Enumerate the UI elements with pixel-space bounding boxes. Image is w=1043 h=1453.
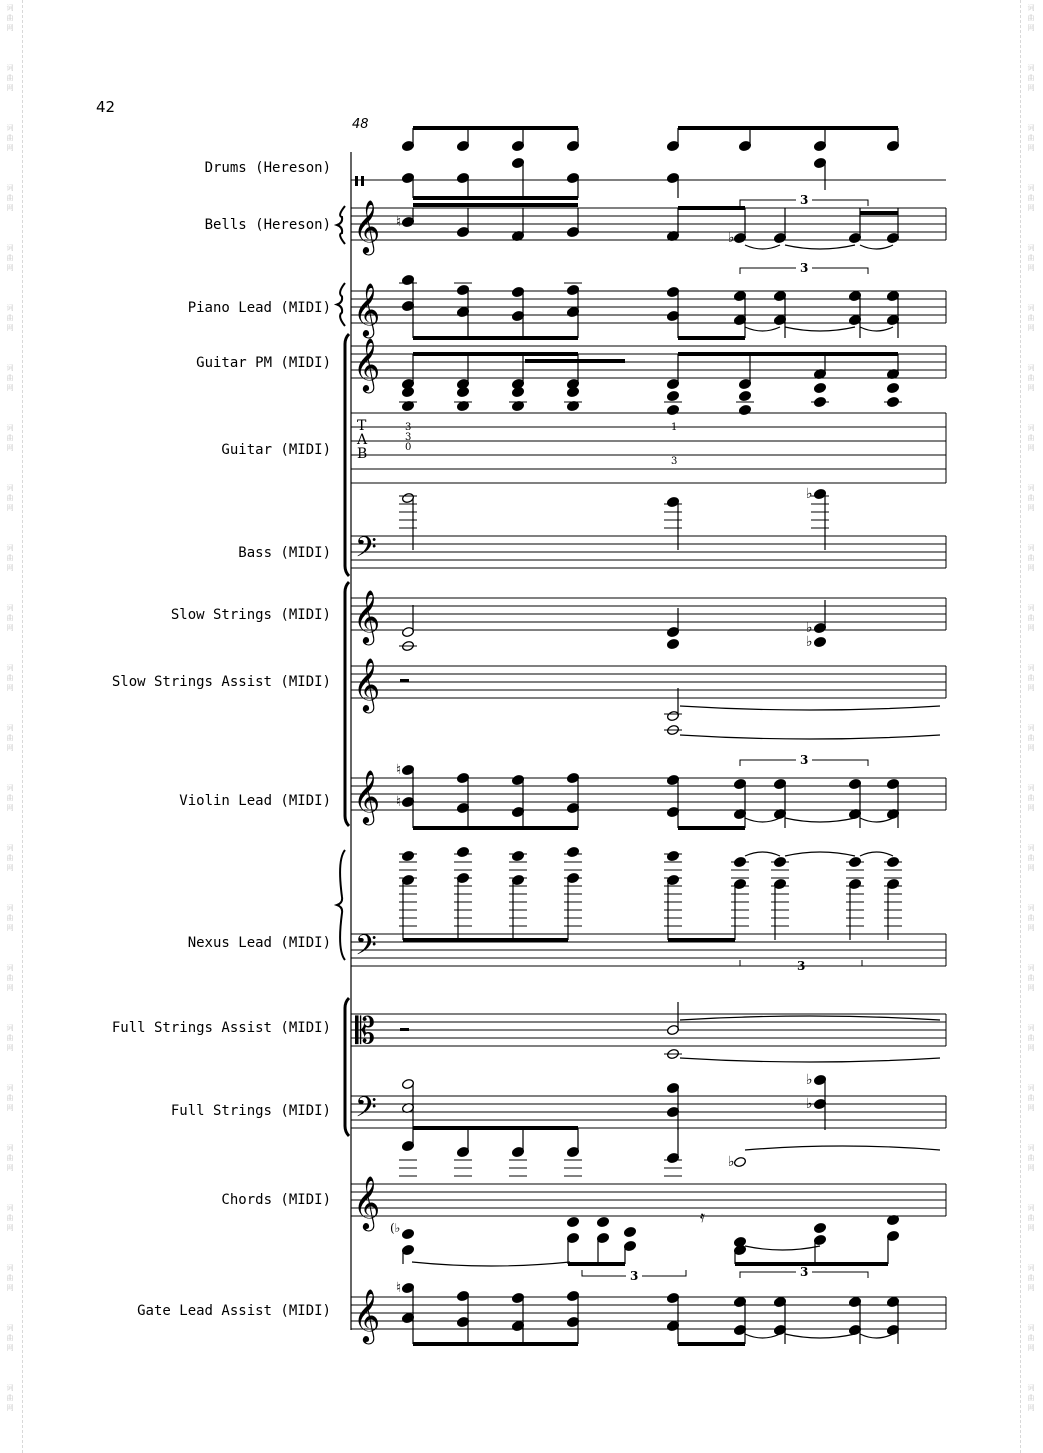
- watermark-char: 曲: [1027, 134, 1035, 142]
- tie: [680, 706, 940, 710]
- watermark-char: 网: [1027, 744, 1035, 752]
- tuplet-number: 3: [800, 193, 809, 207]
- watermark-char: 曲: [6, 854, 14, 862]
- watermark-char: 网: [1027, 504, 1035, 512]
- watermark-char: 网: [6, 1284, 14, 1292]
- instrument-label: Piano Lead (MIDI): [187, 300, 331, 316]
- watermark-char: 曲: [1027, 1394, 1035, 1402]
- watermark-char: 网: [6, 384, 14, 392]
- watermark-char: 词: [1027, 724, 1035, 732]
- watermark-char: 网: [1027, 24, 1035, 32]
- notehead: [733, 1156, 746, 1167]
- page-number: 42: [96, 98, 116, 116]
- watermark-char: 词: [1027, 424, 1035, 432]
- watermark-char: 词: [6, 1024, 14, 1032]
- tie: [860, 327, 893, 331]
- tab-fret: 3: [405, 432, 412, 443]
- watermark-char: 网: [1027, 84, 1035, 92]
- watermark-char: 词: [1027, 844, 1035, 852]
- instrument-label: Full Strings (MIDI): [170, 1103, 331, 1119]
- watermark-char: 词: [6, 1384, 14, 1392]
- tie: [785, 327, 855, 331]
- notehead: [886, 382, 899, 393]
- watermark-char: 词: [1027, 4, 1035, 12]
- watermark-char: 词: [6, 1264, 14, 1272]
- watermark-char: 曲: [1027, 674, 1035, 682]
- brace: [337, 283, 345, 326]
- tie: [785, 818, 855, 822]
- watermark-char: 网: [1027, 204, 1035, 212]
- watermark-char: 网: [6, 1404, 14, 1412]
- watermark-char: 词: [1027, 544, 1035, 552]
- watermark-char: 网: [1027, 1044, 1035, 1052]
- watermark-char: 网: [6, 924, 14, 932]
- bass-clef: 𝄢: [355, 531, 377, 571]
- watermark-char: 网: [1027, 324, 1035, 332]
- watermark-char: 词: [6, 964, 14, 972]
- watermark-char: 网: [1027, 924, 1035, 932]
- tie: [785, 852, 855, 856]
- watermark-char: 词: [6, 664, 14, 672]
- watermark-char: 曲: [1027, 914, 1035, 922]
- watermark-char: 曲: [6, 974, 14, 982]
- bracket: [345, 334, 349, 576]
- tuplet-number: 3: [800, 261, 809, 275]
- watermark-char: 网: [1027, 1284, 1035, 1292]
- natural-sign: ♮: [396, 794, 402, 810]
- watermark-char: 词: [1027, 1204, 1035, 1212]
- notehead: [401, 386, 414, 397]
- measure-number: 48: [352, 117, 369, 132]
- notehead: [456, 386, 469, 397]
- watermark-char: 词: [6, 1144, 14, 1152]
- tuplet-number: 3: [630, 1269, 639, 1283]
- percussion-clef: [361, 176, 364, 186]
- watermark-char: 词: [1027, 484, 1035, 492]
- watermark-char: 网: [6, 144, 14, 152]
- watermark-char: 曲: [6, 914, 14, 922]
- bracket: [345, 998, 349, 1136]
- watermark-char: 词: [6, 244, 14, 252]
- watermark-char: 曲: [1027, 794, 1035, 802]
- watermark-char: 词: [1027, 1324, 1035, 1332]
- percussion-clef: [355, 176, 358, 186]
- watermark-char: 曲: [6, 734, 14, 742]
- watermark-char: 曲: [6, 1214, 14, 1222]
- watermark-char: 曲: [6, 434, 14, 442]
- treble-clef: 𝄞: [353, 1175, 381, 1229]
- flat-sign: ♭: [806, 1096, 813, 1112]
- watermark-char: 曲: [6, 1334, 14, 1342]
- watermark-char: 词: [6, 484, 14, 492]
- tie: [745, 1146, 940, 1150]
- watermark-char: 网: [1027, 564, 1035, 572]
- watermark-char: 词: [1027, 1144, 1035, 1152]
- watermark-char: 曲: [1027, 314, 1035, 322]
- notehead: [738, 390, 751, 401]
- watermark-char: 词: [1027, 1084, 1035, 1092]
- flat-sign: ♭: [806, 1072, 813, 1088]
- instrument-label: Chords (MIDI): [221, 1192, 331, 1208]
- tie: [745, 245, 780, 249]
- tie: [680, 1058, 940, 1062]
- instrument-label: Slow Strings Assist (MIDI): [111, 674, 331, 690]
- tie: [860, 818, 893, 822]
- treble-clef: 𝄞: [353, 199, 381, 253]
- watermark-char: 网: [6, 1104, 14, 1112]
- tie: [680, 1016, 940, 1020]
- watermark-char: 词: [6, 124, 14, 132]
- tab-fret: 3: [405, 422, 412, 433]
- watermark-char: 网: [1027, 444, 1035, 452]
- watermark-char: 曲: [6, 1034, 14, 1042]
- watermark-char: 曲: [1027, 374, 1035, 382]
- watermark-char: 词: [1027, 604, 1035, 612]
- tie: [745, 1246, 820, 1250]
- watermark-char: 曲: [1027, 734, 1035, 742]
- watermark-char: 曲: [6, 14, 14, 22]
- watermark-char: 网: [1027, 264, 1035, 272]
- watermark-char: 曲: [1027, 974, 1035, 982]
- watermark-char: 词: [6, 604, 14, 612]
- treble-clef: 𝄞: [353, 769, 381, 823]
- watermark-char: 曲: [1027, 854, 1035, 862]
- tie: [745, 1334, 780, 1338]
- notehead: [456, 846, 469, 857]
- watermark-char: 词: [6, 784, 14, 792]
- watermark-char: 曲: [1027, 434, 1035, 442]
- watermark-char: 词: [1027, 184, 1035, 192]
- watermark-char: 词: [1027, 1384, 1035, 1392]
- notehead: [813, 1222, 826, 1233]
- watermark-char: 网: [1027, 984, 1035, 992]
- treble-clef: 𝄞: [353, 589, 381, 643]
- treble-clef: 𝄞: [353, 1288, 381, 1342]
- half-rest: [400, 679, 409, 682]
- watermark-char: 网: [1027, 684, 1035, 692]
- notehead: [666, 404, 679, 415]
- watermark-char: 词: [6, 184, 14, 192]
- notehead: [666, 390, 679, 401]
- tie: [860, 852, 893, 856]
- notehead: [813, 636, 826, 647]
- treble-clef: 𝄞: [353, 657, 381, 711]
- watermark-char: 曲: [6, 1094, 14, 1102]
- watermark-char: 网: [1027, 1404, 1035, 1412]
- bass-clef: 𝄢: [355, 1091, 377, 1131]
- watermark-char: 网: [1027, 384, 1035, 392]
- watermark-char: 曲: [6, 194, 14, 202]
- flat-sign: ♭: [806, 486, 813, 502]
- watermark-char: 曲: [6, 254, 14, 262]
- watermark-char: 网: [6, 744, 14, 752]
- watermark-char: 曲: [6, 314, 14, 322]
- tie: [412, 1262, 570, 1266]
- watermark-char: 词: [1027, 904, 1035, 912]
- half-rest: [400, 1028, 409, 1031]
- tuplet-number: 3: [800, 753, 809, 767]
- watermark-char: 网: [1027, 144, 1035, 152]
- tie: [785, 245, 855, 249]
- watermark-char: 网: [6, 84, 14, 92]
- watermark-char: 词: [6, 844, 14, 852]
- watermark-char: 曲: [6, 74, 14, 82]
- rest: 𝄿: [700, 1207, 705, 1226]
- watermark-char: 网: [6, 684, 14, 692]
- brace: [337, 850, 345, 960]
- flat-sign: (♭: [390, 1221, 401, 1235]
- watermark-char: 曲: [1027, 1094, 1035, 1102]
- watermark-char: 词: [1027, 964, 1035, 972]
- tie: [745, 327, 780, 331]
- watermark-char: 词: [6, 1324, 14, 1332]
- watermark-char: 网: [1027, 1344, 1035, 1352]
- watermark-char: 词: [6, 64, 14, 72]
- watermark-char: 曲: [1027, 74, 1035, 82]
- brace: [337, 206, 345, 244]
- watermark-char: 网: [6, 984, 14, 992]
- watermark-char: 网: [6, 564, 14, 572]
- notehead: [511, 386, 524, 397]
- tab-fret: 1: [671, 422, 678, 433]
- watermark-char: 曲: [6, 1154, 14, 1162]
- instrument-label: Guitar PM (MIDI): [196, 355, 331, 371]
- watermark-char: 曲: [6, 1274, 14, 1282]
- notehead: [566, 386, 579, 397]
- watermark-char: 网: [6, 444, 14, 452]
- treble-clef: 𝄞: [353, 337, 381, 391]
- watermark-char: 词: [1027, 784, 1035, 792]
- watermark-char: 词: [1027, 1024, 1035, 1032]
- watermark-char: 词: [6, 904, 14, 912]
- bracket: [345, 582, 349, 826]
- watermark-char: 词: [1027, 124, 1035, 132]
- natural-sign: ♮: [396, 214, 402, 230]
- flat-sign: ♭: [806, 634, 813, 650]
- watermark-char: 网: [6, 504, 14, 512]
- instrument-label: Full Strings Assist (MIDI): [111, 1020, 331, 1036]
- watermark-char: 曲: [1027, 1034, 1035, 1042]
- watermark-char: 网: [6, 1044, 14, 1052]
- tab-letter: B: [357, 446, 368, 462]
- notehead: [813, 382, 826, 393]
- watermark-char: 曲: [6, 494, 14, 502]
- watermark-char: 网: [1027, 1104, 1035, 1112]
- watermark-char: 网: [6, 204, 14, 212]
- watermark-char: 曲: [6, 794, 14, 802]
- treble-clef: 𝄞: [353, 282, 381, 336]
- instrument-label: Slow Strings (MIDI): [170, 607, 331, 623]
- watermark-char: 词: [1027, 64, 1035, 72]
- natural-sign: ♮: [396, 762, 402, 778]
- tie: [745, 818, 780, 822]
- watermark-char: 曲: [6, 614, 14, 622]
- tab-letter: T: [357, 418, 367, 434]
- watermark-char: 网: [6, 1344, 14, 1352]
- watermark-char: 曲: [1027, 194, 1035, 202]
- tab-letter: A: [357, 432, 368, 448]
- watermark-char: 网: [1027, 804, 1035, 812]
- tie: [785, 1334, 855, 1338]
- watermark-char: 网: [6, 624, 14, 632]
- watermark-char: 词: [6, 424, 14, 432]
- notehead: [566, 846, 579, 857]
- watermark-char: 词: [6, 304, 14, 312]
- watermark-char: 曲: [1027, 1214, 1035, 1222]
- flat-sign: ♭: [728, 230, 735, 246]
- watermark-char: 词: [1027, 244, 1035, 252]
- flat-sign: ♭: [806, 620, 813, 636]
- notehead: [623, 1226, 636, 1237]
- watermark-char: 网: [6, 804, 14, 812]
- tab-fret: 3: [671, 456, 678, 467]
- watermark-char: 曲: [1027, 1154, 1035, 1162]
- notehead: [666, 638, 679, 649]
- instrument-label: Gate Lead Assist (MIDI): [137, 1303, 331, 1319]
- notehead: [401, 1228, 414, 1239]
- watermark-char: 词: [6, 724, 14, 732]
- watermark-char: 词: [6, 1204, 14, 1212]
- instrument-label: Bells (Hereson): [204, 217, 331, 233]
- notehead: [511, 850, 524, 861]
- watermark-char: 词: [1027, 664, 1035, 672]
- watermark-char: 网: [6, 1224, 14, 1232]
- tie: [745, 852, 780, 856]
- watermark-char: 词: [1027, 1264, 1035, 1272]
- notehead: [738, 404, 751, 415]
- instrument-label: Guitar (MIDI): [221, 442, 331, 458]
- notehead: [666, 850, 679, 861]
- instrument-label: Bass (MIDI): [238, 545, 331, 561]
- notehead: [401, 850, 414, 861]
- tie: [860, 1334, 893, 1338]
- alto-clef: 𝄡: [355, 1011, 376, 1052]
- notehead: [566, 1216, 579, 1227]
- watermark-char: 网: [6, 324, 14, 332]
- flat-sign: ♭: [728, 1154, 735, 1170]
- watermark-char: 词: [6, 1084, 14, 1092]
- tuplet-number: 3: [797, 959, 806, 973]
- watermark-char: 曲: [6, 674, 14, 682]
- watermark-char: 网: [6, 24, 14, 32]
- watermark-char: 曲: [1027, 1334, 1035, 1342]
- watermark-char: 网: [1027, 624, 1035, 632]
- watermark-char: 词: [1027, 364, 1035, 372]
- watermark-char: 曲: [1027, 254, 1035, 262]
- watermark-char: 网: [1027, 864, 1035, 872]
- watermark-char: 网: [6, 264, 14, 272]
- watermark-char: 词: [1027, 304, 1035, 312]
- watermark-char: 曲: [1027, 614, 1035, 622]
- watermark-char: 词: [6, 4, 14, 12]
- instrument-label: Nexus Lead (MIDI): [187, 935, 331, 951]
- watermark-char: 网: [6, 864, 14, 872]
- watermark-char: 曲: [1027, 554, 1035, 562]
- watermark-char: 曲: [6, 134, 14, 142]
- watermark-char: 词: [6, 364, 14, 372]
- watermark-char: 网: [1027, 1224, 1035, 1232]
- watermark-char: 曲: [1027, 14, 1035, 22]
- tie: [680, 735, 940, 739]
- watermark-char: 曲: [6, 374, 14, 382]
- watermark-char: 曲: [1027, 1274, 1035, 1282]
- watermark-char: 曲: [6, 554, 14, 562]
- natural-sign: ♮: [396, 1280, 402, 1296]
- watermark-char: 网: [1027, 1164, 1035, 1172]
- bass-clef: 𝄢: [355, 929, 377, 969]
- instrument-label: Violin Lead (MIDI): [179, 793, 331, 809]
- watermark-char: 词: [6, 544, 14, 552]
- watermark-char: 网: [6, 1164, 14, 1172]
- instrument-label: Drums (Hereson): [204, 160, 331, 176]
- watermark-char: 曲: [6, 1394, 14, 1402]
- watermark-char: 曲: [1027, 494, 1035, 502]
- tie: [860, 245, 893, 249]
- tuplet-number: 3: [800, 1265, 809, 1279]
- notehead: [596, 1216, 609, 1227]
- tab-fret: 0: [405, 442, 412, 453]
